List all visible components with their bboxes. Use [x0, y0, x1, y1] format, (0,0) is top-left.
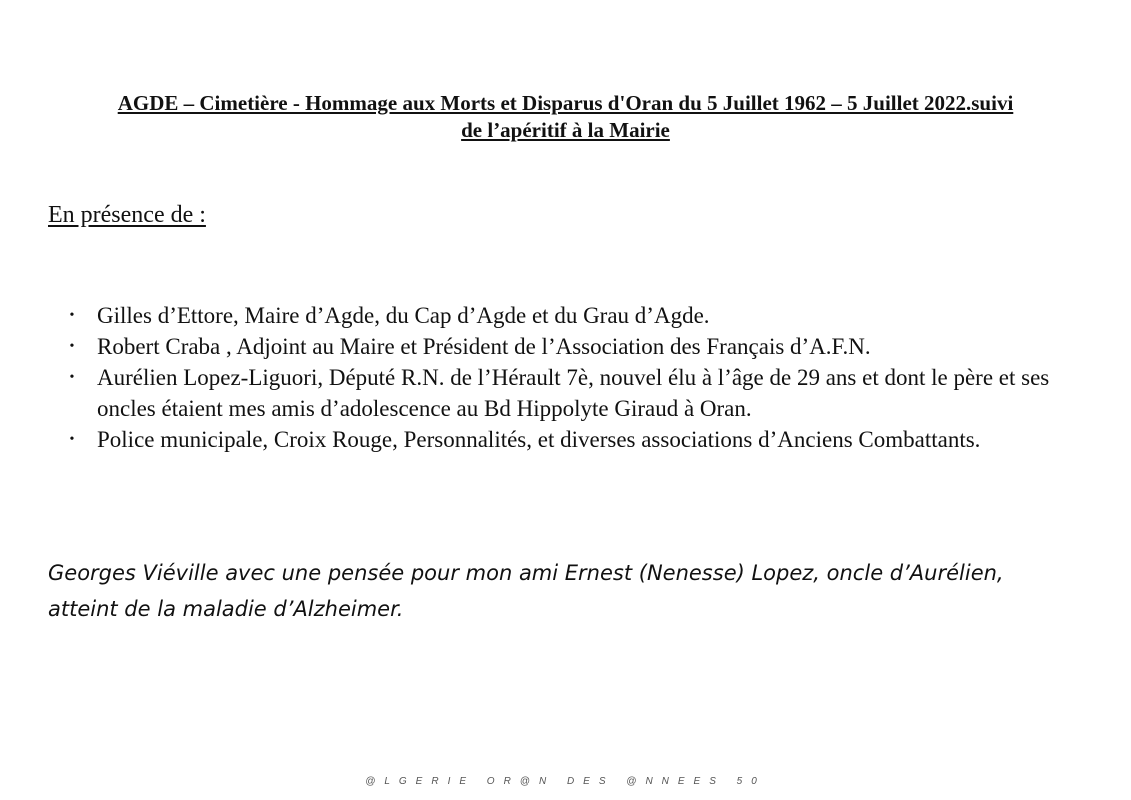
- attendee-text: Gilles d’Ettore, Maire d’Agde, du Cap d’Agde et du Grau d’Agde.: [97, 303, 710, 328]
- presence-heading: En présence de :: [48, 202, 206, 228]
- attendee-item: [66, 424, 1076, 455]
- attendee-item: [66, 362, 1076, 424]
- attendee-text: Police municipale, Croix Rouge, Personnalités, et diverses associations d’Anciens Combattants.: [97, 427, 981, 452]
- bullet-icon: •: [69, 432, 75, 447]
- attendee-item: [66, 300, 1076, 331]
- signature-line-1: Georges Viéville avec une pensée pour mon ami Ernest (Nenesse) Lopez, oncle d’Aurélien,: [48, 561, 1004, 585]
- attendee-text: Robert Craba , Adjoint au Maire et Président de l’Association des Français d’A.F.N.: [97, 334, 871, 359]
- bullet-icon: •: [69, 308, 75, 323]
- signature-line-2: atteint de la maladie d’Alzheimer.: [48, 597, 404, 621]
- attendee-list: [66, 300, 1076, 455]
- attendee-item: [66, 331, 1076, 362]
- bullet-icon: •: [69, 370, 75, 385]
- document-title: [48, 90, 1083, 144]
- page-footer: @LGERIE OR@N DES @NNEES 50: [365, 776, 766, 787]
- attendee-text: Aurélien Lopez-Liguori, Député R.N. de l’Hérault 7è, nouvel élu à l’âge de 29 ans et dont le père et ses oncles étaient mes amis d’adolescence au Bd Hippolyte Giraud à Oran.: [97, 365, 1050, 421]
- bullet-icon: •: [69, 339, 75, 354]
- title-line-2: de l’apéritif à la Mairie: [461, 118, 670, 142]
- title-line-1: AGDE – Cimetière - Hommage aux Morts et Disparus d'Oran du 5 Juillet 1962 – 5 Juillet 2022.suivi: [117, 91, 1014, 115]
- signature-note: [48, 555, 1088, 627]
